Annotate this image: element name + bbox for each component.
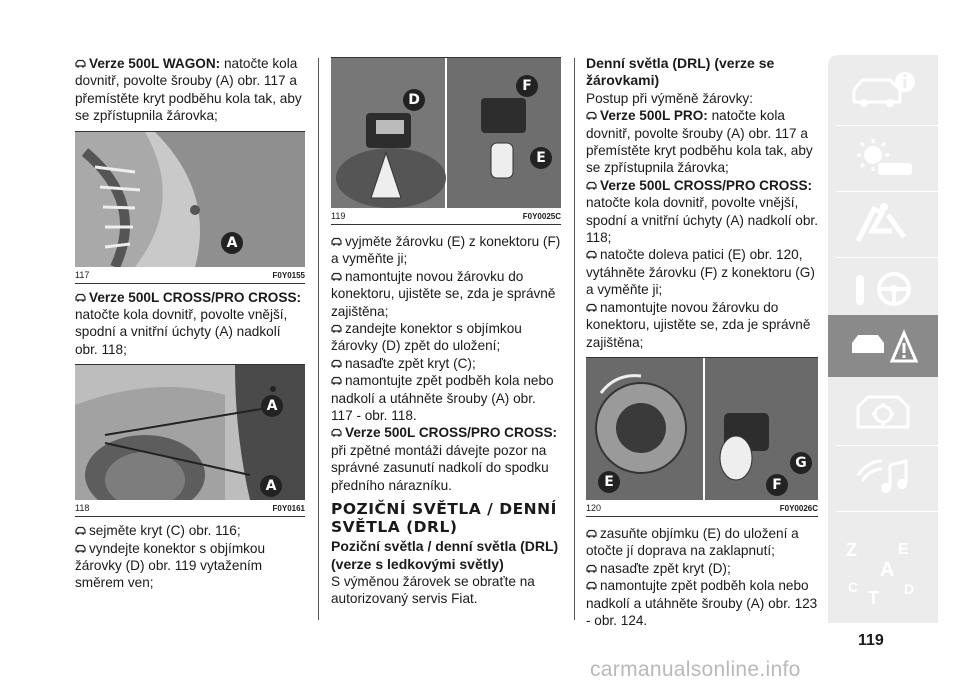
paragraph-text: nasaďte zpět kryt (C); xyxy=(345,355,476,371)
watermark: carmanualsonline.info xyxy=(590,658,801,681)
car-bullet-icon xyxy=(331,272,342,281)
figure-caption xyxy=(75,500,305,517)
version-label: Verze 500L PRO: xyxy=(600,108,708,124)
figure-119 xyxy=(331,57,561,225)
paragraph xyxy=(586,299,818,351)
dashboard-lights-icon[interactable] xyxy=(828,127,938,189)
paragraph-text: namontujte novou žárovku do konektoru, ujistěte se, zda je správně zajištěna; xyxy=(586,299,811,350)
subsection-heading: Poziční světla / denní světla (DRL) (verze s ledkovými světly) xyxy=(331,538,559,572)
version-label: Verze 500L WAGON: xyxy=(89,56,221,71)
car-bullet-icon xyxy=(331,376,342,385)
page-number: 119 xyxy=(858,632,884,649)
column-1 xyxy=(75,55,305,592)
index-letter: Z xyxy=(846,540,857,560)
paragraph xyxy=(331,320,561,355)
column-separator-2 xyxy=(574,58,575,620)
column-separator-1 xyxy=(318,58,319,620)
figure-119-image xyxy=(331,58,561,208)
paragraph-text: natočte doleva patici (E) obr. 120, vytáhněte žárovku (F) z konektoru (G) a vyměňte ji; xyxy=(586,247,815,298)
tab-divider xyxy=(836,445,938,446)
paragraph xyxy=(75,540,305,592)
car-bullet-icon xyxy=(75,59,86,68)
car-bullet-icon xyxy=(586,529,597,538)
car-bullet-icon xyxy=(75,544,86,553)
index-letter: E xyxy=(898,541,909,558)
paragraph xyxy=(331,424,561,494)
figure-120-image xyxy=(586,358,818,500)
paragraph-text: zandejte konektor s objímkou žárovky (D) zpět do uložení; xyxy=(331,321,522,354)
car-info-icon[interactable] xyxy=(828,60,938,122)
figure-120 xyxy=(586,357,818,517)
paragraph-text: namontujte zpět podběh kola nebo nadkolí a utáhněte šrouby (A) obr. 117 - obr. 118. xyxy=(331,373,554,424)
tab-divider xyxy=(836,125,938,126)
figure-118 xyxy=(75,364,305,517)
paragraph-text: při zpětné montáži dávejte pozor na správné zasunutí nadkolí do spodku předního nárazníku. xyxy=(331,442,549,493)
index-icon[interactable] xyxy=(828,529,938,619)
paragraph-text: zasuňte objímku (E) do uložení a otočte jí doprava na zaklapnutí; xyxy=(586,525,799,559)
multimedia-icon[interactable] xyxy=(828,447,938,509)
paragraph-text: natočte kola dovnitř, povolte vnější, spodní a vnitřní úchyty (A) nadkolí obr. 118; xyxy=(586,195,818,246)
paragraph-text: nasaďte zpět kryt (D); xyxy=(600,560,731,576)
index-letter: A xyxy=(880,559,895,581)
paragraph xyxy=(586,577,818,629)
callout-a-upper: A xyxy=(261,395,283,417)
index-letter: C xyxy=(848,579,859,595)
car-bullet-icon xyxy=(586,111,597,120)
car-bullet-icon xyxy=(586,181,597,190)
tab-divider xyxy=(836,511,938,512)
figure-117 xyxy=(75,131,305,284)
car-bullet-icon xyxy=(586,250,597,259)
figure-118-image xyxy=(75,365,305,500)
figure-number: 119 xyxy=(331,211,346,221)
paragraph-text: sejměte kryt (C) obr. 116; xyxy=(89,523,241,539)
paragraph-text: vyjměte žárovku (E) z konektoru (F) a vyměňte ji; xyxy=(331,234,561,267)
callout-a-lower: A xyxy=(260,475,282,497)
chapter-sidebar xyxy=(828,55,938,623)
paragraph xyxy=(586,107,818,177)
callout-d: D xyxy=(403,89,425,111)
index-letter: T xyxy=(868,588,879,608)
paragraph xyxy=(331,355,561,372)
callout-f: F xyxy=(516,75,538,97)
figure-code: F0Y0155 xyxy=(272,270,305,280)
figure-number: 120 xyxy=(586,502,602,513)
index-letter: D xyxy=(904,581,915,597)
figure-number: 117 xyxy=(75,269,90,280)
paragraph xyxy=(586,525,818,560)
section-heading: POZIČNÍ SVĚTLA / DENNÍ SVĚTLA (DRL) xyxy=(331,500,557,537)
paragraph-text: namontujte novou žárovku do konektoru, ujistěte se, zda je správně zajištěna; xyxy=(331,268,556,319)
callout-e: E xyxy=(598,471,620,493)
column-3 xyxy=(586,55,818,629)
callout-f: F xyxy=(766,474,788,496)
figure-code: F0Y0161 xyxy=(272,504,305,514)
figure-caption xyxy=(75,267,305,284)
version-label: Verze 500L CROSS/PRO CROSS: xyxy=(345,425,558,441)
car-bullet-icon xyxy=(331,428,342,437)
figure-code: F0Y0025C xyxy=(522,212,561,221)
version-label: Verze 500L CROSS/PRO CROSS: xyxy=(600,177,813,193)
seat-airbag-icon[interactable] xyxy=(828,193,938,255)
warning-triangle-icon[interactable] xyxy=(828,315,938,377)
paragraph xyxy=(586,177,818,247)
car-bullet-icon xyxy=(75,293,86,302)
car-bullet-icon xyxy=(586,564,597,573)
car-bullet-icon xyxy=(586,581,597,590)
car-bullet-icon xyxy=(75,526,86,535)
tab-divider xyxy=(836,191,938,192)
steering-key-icon[interactable] xyxy=(828,259,938,321)
paragraph-text: namontujte zpět podběh kola nebo nadkolí a utáhněte šrouby (A) obr. 123 - obr. 124. xyxy=(586,578,818,628)
paragraph xyxy=(586,560,818,577)
figure-number: 118 xyxy=(75,503,90,514)
callout-e: E xyxy=(530,147,552,169)
figure-caption xyxy=(331,208,561,225)
paragraph xyxy=(331,268,561,320)
paragraph-text: S výměnou žárovek se obraťte na autorizovaný servis Fiat. xyxy=(331,573,535,607)
paragraph-text: natočte kola dovnitř, povolte šrouby (A) obr. 117 a přemístěte kryt podběhu kola tak, aby se zpřístupnila žárovka; xyxy=(75,56,302,124)
paragraph xyxy=(75,55,305,125)
paragraph xyxy=(75,289,305,359)
car-bullet-icon xyxy=(331,359,342,368)
paragraph xyxy=(586,246,818,298)
paragraph xyxy=(331,233,561,268)
subsection-heading: Denní světla (DRL) (verze se žárovkami) xyxy=(586,55,775,89)
figure-117-image xyxy=(75,132,305,267)
callout-a: A xyxy=(221,232,243,254)
column-2 xyxy=(331,55,561,608)
paragraph xyxy=(75,522,305,539)
paragraph-text: natočte kola dovnitř, povolte šrouby (A) obr. 117 a přemístěte kryt podběhu kola tak, aby se zpřístupnila žárovka; xyxy=(586,108,813,176)
version-label: Verze 500L CROSS/PRO CROSS: xyxy=(89,289,302,305)
paragraph-text: vyndejte konektor s objímkou žárovky (D) obr. 119 vytažením směrem ven; xyxy=(75,540,266,591)
technical-data-icon[interactable] xyxy=(828,381,938,443)
figure-caption xyxy=(586,500,818,517)
paragraph-text: natočte kola dovnitř, povolte vnější, spodní a vnitřní úchyty (A) nadkolí obr. 118; xyxy=(75,307,288,357)
callout-g: G xyxy=(790,452,812,474)
car-bullet-icon xyxy=(586,303,597,312)
tab-divider xyxy=(836,257,938,258)
car-bullet-icon xyxy=(331,324,342,333)
figure-code: F0Y0026C xyxy=(779,503,818,513)
car-bullet-icon xyxy=(331,237,342,246)
paragraph-text: Postup při výměně žárovky: xyxy=(586,90,753,106)
paragraph xyxy=(331,372,561,424)
